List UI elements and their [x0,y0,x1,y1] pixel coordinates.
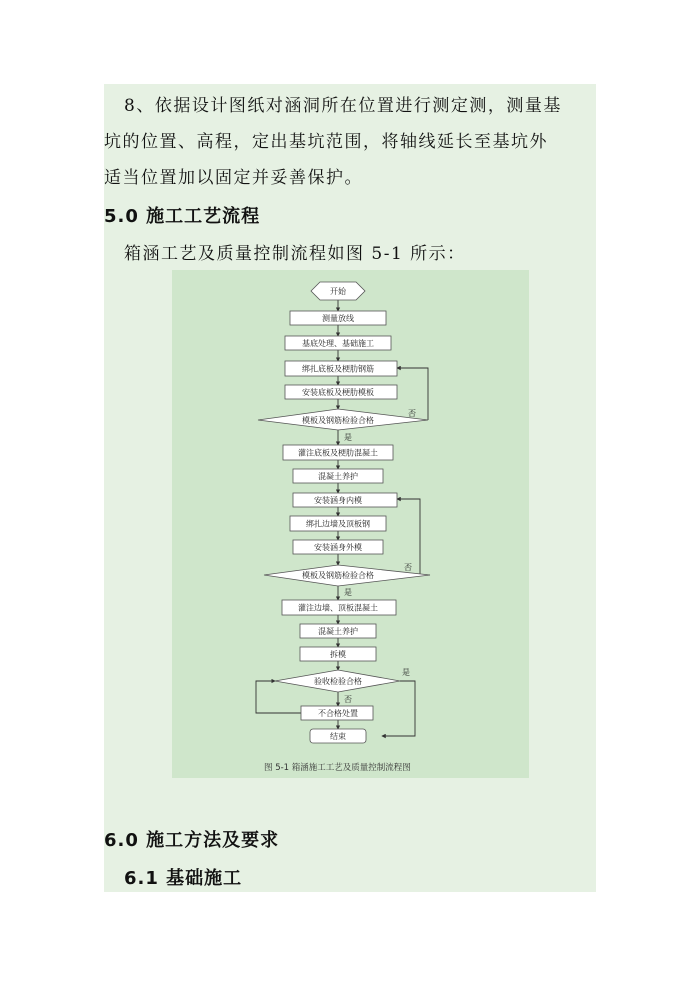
svg-text:安装涵身外模: 安装涵身外模 [314,543,362,552]
flowchart-node-nonconformance [301,706,373,720]
paragraph-line: 适当位置加以固定并妥善保护。 [104,168,363,188]
svg-text:灌注边墙、顶板混凝土: 灌注边墙、顶板混凝土 [298,603,378,613]
figure-intro-text: 箱涵工艺及质量控制流程如图 5-1 所示： [124,244,466,264]
flowchart-node-inner-form [293,493,397,507]
flowchart-svg [172,270,529,778]
flowchart-node-end [310,729,366,743]
paragraph-8 [104,88,596,196]
svg-text:灌注底板及梗肋混凝土: 灌注底板及梗肋混凝土 [298,448,378,458]
flowchart-node-survey [290,311,386,325]
paragraph-line: 坑的位置、高程，定出基坑范围，将轴线延长至基坑外 [104,132,548,152]
svg-text:混凝土养护: 混凝土养护 [318,472,358,481]
section-heading-6: 6.0 施工方法及要求 [104,830,280,851]
svg-text:安装涵身内模: 安装涵身内模 [314,496,362,505]
yes-label: 是 [344,433,352,442]
no-label: 否 [404,563,412,572]
flowchart-node-bottom-rebar [285,361,397,376]
section-heading-6-1: 6.1 基础施工 [124,868,243,889]
svg-text:绑扎边墙及顶板钢: 绑扎边墙及顶板钢 [306,519,370,529]
flowchart-figure [172,270,529,778]
svg-text:拆模: 拆模 [330,650,346,659]
no-label: 否 [408,409,416,418]
flowchart-node-curing-2 [300,624,376,638]
svg-text:基底处理、基础施工: 基底处理、基础施工 [302,339,374,348]
flowchart-decision-acceptance [275,670,400,692]
paragraph-line: 8、依据设计图纸对涵洞所在位置进行测定测，测量基 [124,96,562,116]
flowchart-node-bottom-formwork [285,385,397,399]
svg-text:绑扎底板及梗肋钢筋: 绑扎底板及梗肋钢筋 [302,364,374,374]
no-label: 否 [344,695,352,704]
flowchart-node-bottom-concrete [283,445,393,460]
svg-text:模板及钢筋检验合格: 模板及钢筋检验合格 [302,571,374,580]
yes-label: 是 [402,668,410,677]
svg-text:安装底板及梗肋模板: 安装底板及梗肋模板 [302,388,374,397]
svg-text:验收检验合格: 验收检验合格 [314,677,362,686]
flowchart-node-start [311,282,365,300]
svg-text:测量放线: 测量放线 [322,314,354,323]
yes-label: 是 [344,588,352,597]
flowchart-node-wall-rebar [290,516,386,531]
flowchart-node-demold [300,647,376,661]
svg-text:不合格处置: 不合格处置 [318,709,358,718]
flowchart-node-foundation [285,336,391,350]
svg-text:开始: 开始 [330,287,346,296]
figure-caption: 图 5-1 箱涵施工工艺及质量控制流程图 [264,763,411,773]
svg-text:混凝土养护: 混凝土养护 [318,627,358,636]
flowchart-decision-check-1 [258,409,428,430]
svg-text:结束: 结束 [330,732,346,741]
flowchart-node-outer-form [293,540,383,554]
flowchart-node-wall-concrete [282,600,396,615]
section-heading-5: 5.0 施工工艺流程 [104,206,261,227]
svg-text:模板及钢筋检验合格: 模板及钢筋检验合格 [302,416,374,425]
flowchart-node-curing-1 [293,469,383,483]
